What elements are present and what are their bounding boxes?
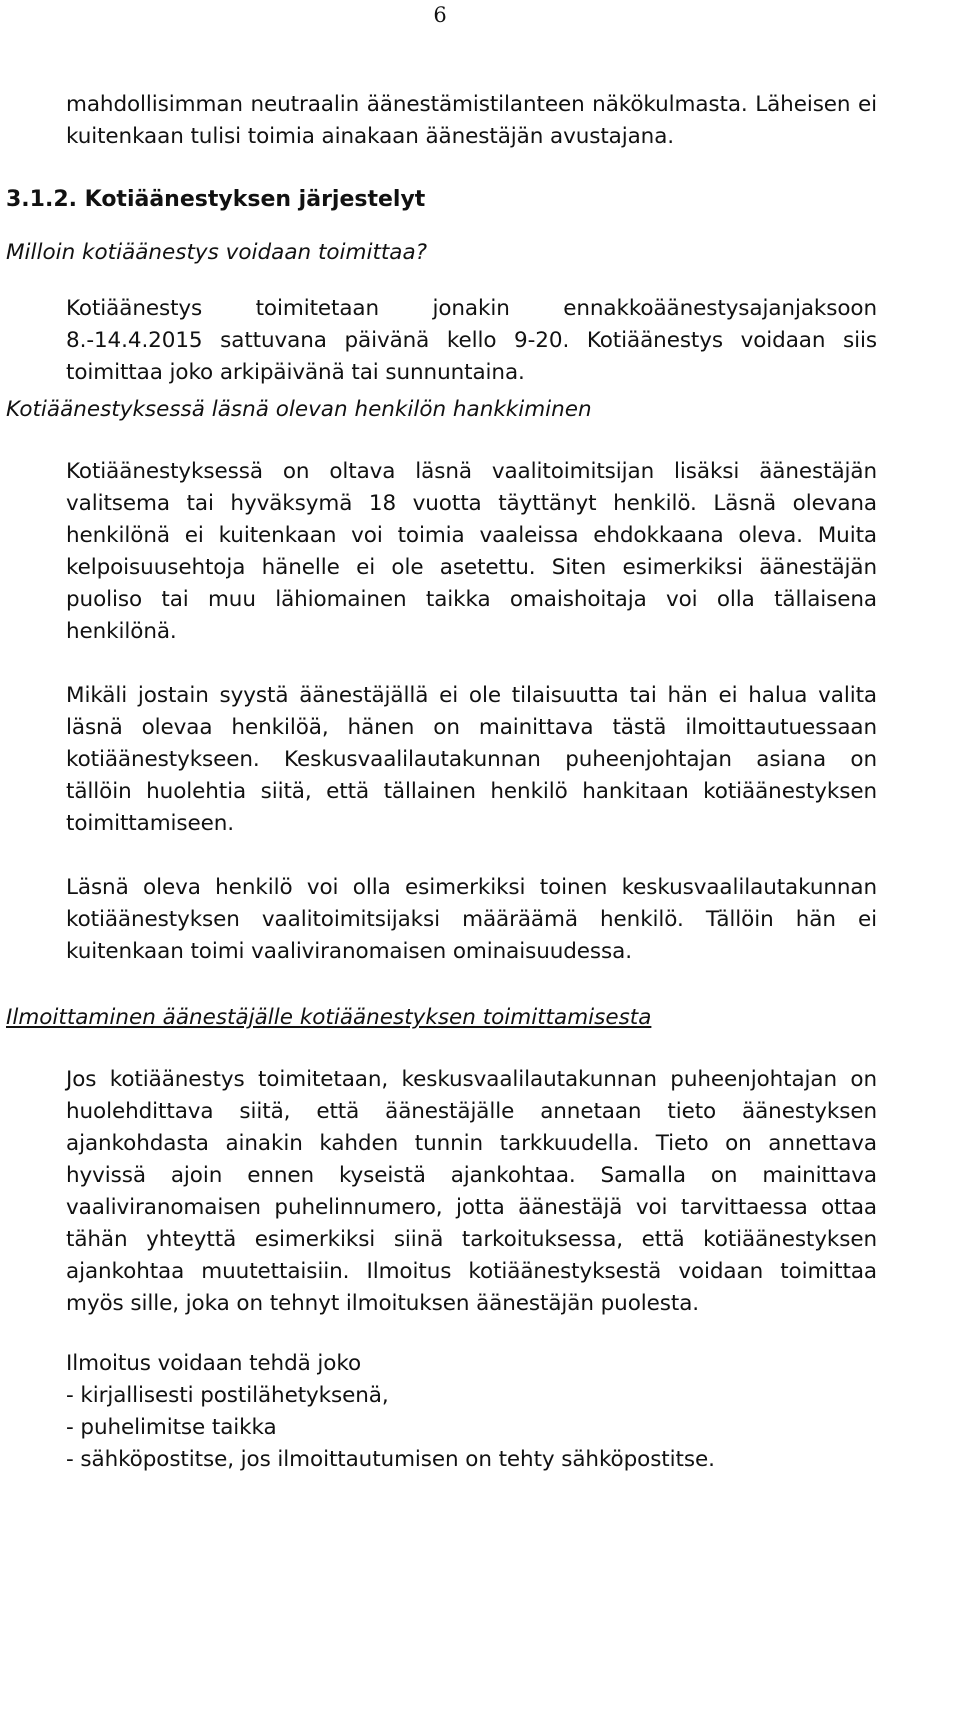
list-intro: Ilmoitus voidaan tehdä joko [66, 1351, 361, 1376]
document-body [6, 89, 877, 1476]
question-heading: Milloin kotiäänestys voidaan toimittaa? [6, 240, 428, 265]
section-title: 3.1.2. Kotiäänestyksen järjestelyt [6, 187, 426, 212]
list-item-email: - sähköpostitse, jos ilmoittautumisen on tehty sähköpostitse. [66, 1447, 715, 1472]
paragraph-present-person: Kotiäänestyksessä on oltava läsnä vaalitoimitsijan lisäksi äänestäjän valitsema tai hyväksymä 18 vuotta täyttänyt henkilö. Läsnä olevana henkilönä ei kuitenkaan voi toimia vaaleissa ehdokkaana oleva. Muita kelpoisuusehtoja hänelle ei ole asetettu. Siten esimerkiksi äänestäjän puoliso tai muu lähiomainen taikka omaishoitaja voi olla tällaisena henkilönä. [66, 459, 877, 644]
list-item-mail: - kirjallisesti postilähetyksenä, [66, 1383, 389, 1408]
subheading-present-person: Kotiäänestyksessä läsnä olevan henkilön hankkiminen [6, 397, 592, 422]
paragraph-other-official: Läsnä oleva henkilö voi olla esimerkiksi toinen keskusvaalilautakunnan kotiäänestyksen vaalitoimitsijaksi määräämä henkilö. Tällöin hän ei kuitenkaan toimi vaaliviranomaisen ominaisuudessa. [66, 875, 877, 964]
paragraph-continuation: mahdollisimman neutraalin äänestämistilanteen näkökulmasta. Läheisen ei kuitenkaan tulisi toimia ainakaan äänestäjän avustajana. [66, 92, 877, 149]
list-item-phone: - puhelimitse taikka [66, 1415, 277, 1440]
paragraph-no-chosen-person: Mikäli jostain syystä äänestäjällä ei ole tilaisuutta tai hän ei halua valita läsnä olevaa henkilöä, hänen on mainittava tästä ilmoittautuessaan kotiäänestykseen. Keskusvaalilautakunnan puheenjohtajan asiana on tällöin huolehtia siitä, että tällainen henkilö hankitaan kotiäänestyksen toimittamiseen. [66, 683, 877, 836]
page-number: 6 [433, 3, 447, 27]
subheading-notification: Ilmoittaminen äänestäjälle kotiäänestyksen toimittamisesta [6, 1005, 652, 1030]
paragraph-timing: Kotiäänestys toimitetaan jonakin ennakkoäänestysajanjaksoon 8.-14.4.2015 sattuvana päivänä kello 9-20. Kotiäänestys voidaan siis toimittaa joko arkipäivänä tai sunnuntaina. [66, 296, 877, 385]
paragraph-notification: Jos kotiäänestys toimitetaan, keskusvaalilautakunnan puheenjohtajan on huolehdittava siitä, että äänestäjälle annetaan tieto äänestyksen ajankohdasta ainakin kahden tunnin tarkkuudella. Tieto on annettava hyvissä ajoin ennen kyseistä ajankohtaa. Samalla on mainittava vaaliviranomaisen puhelinnumero, jotta äänestäjä voi tarvittaessa ottaa tähän yhteyttä esimerkiksi siinä tarkoituksessa, että kotiäänestyksen ajankohtaa muutettaisiin. Ilmoitus kotiäänestyksestä voidaan toimittaa myös sille, joka on tehnyt ilmoituksen äänestäjän puolesta. [66, 1067, 877, 1316]
